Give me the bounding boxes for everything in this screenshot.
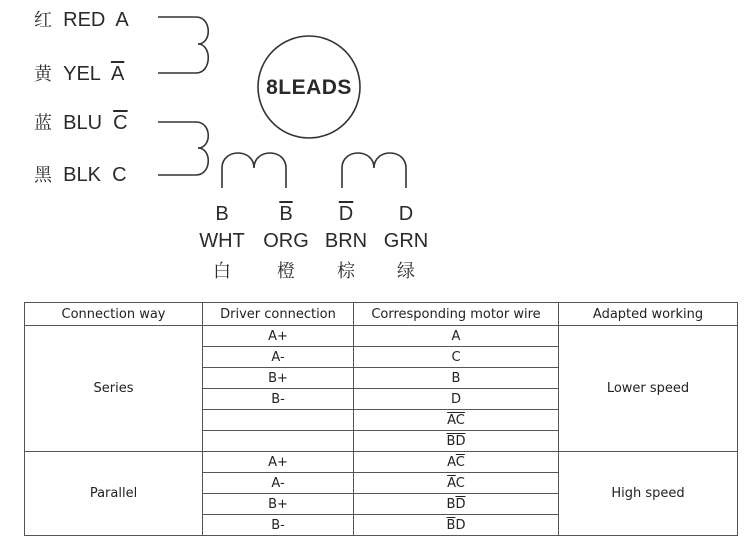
table-row: B- $\overline{B}D$ <box>25 515 738 536</box>
parallel-way: Parallel <box>25 452 203 536</box>
wire-label-yel: 黄 YEL $\overline{A}$ <box>34 63 125 85</box>
wire-b-bar: $\overline{B}$ ORG 橙 <box>263 203 309 282</box>
parallel-working: High speed <box>559 452 738 536</box>
table-row: $\overline{AC}$ <box>25 410 738 431</box>
table-row: B+ $B\overline{D}$ <box>25 494 738 515</box>
table-row: A- $\overline{A}C$ <box>25 473 738 494</box>
series-working: Lower speed <box>559 326 738 452</box>
motor-label: 8LEADS <box>266 76 352 99</box>
table-row: Parallel A+ $A\overline{C}$ High speed <box>25 452 738 473</box>
table-row: B+ B <box>25 368 738 389</box>
coil-d <box>342 153 406 188</box>
table-row: A- C <box>25 347 738 368</box>
table-row: Series A+ A Lower speed <box>25 326 738 347</box>
wire-b: B WHT 白 <box>199 203 245 282</box>
table-header-row <box>25 303 738 326</box>
wire-d-bar: $\overline{D}$ BRN 棕 <box>324 203 368 282</box>
wire-label-red: 红 RED A <box>34 9 129 31</box>
header-driver-connection: Driver connection <box>203 303 354 326</box>
coil-b <box>222 153 286 188</box>
coil-c-bracket <box>158 122 208 175</box>
series-way: Series <box>25 326 203 452</box>
wire-label-blu: 蓝 BLU $\overline{C}$ <box>34 112 128 134</box>
table-row: B- D <box>25 389 738 410</box>
header-adapted-working: Adapted working <box>559 303 738 326</box>
table-row: $\overline{BD}$ <box>25 431 738 452</box>
connection-table <box>24 302 738 536</box>
header-connection-way: Connection way <box>25 303 203 326</box>
header-motor-wire: Corresponding motor wire <box>354 303 559 326</box>
coil-a-bracket <box>158 17 208 73</box>
wire-d: D GRN 绿 <box>383 203 429 282</box>
wire-label-blk: 黑 BLK C <box>34 164 127 186</box>
